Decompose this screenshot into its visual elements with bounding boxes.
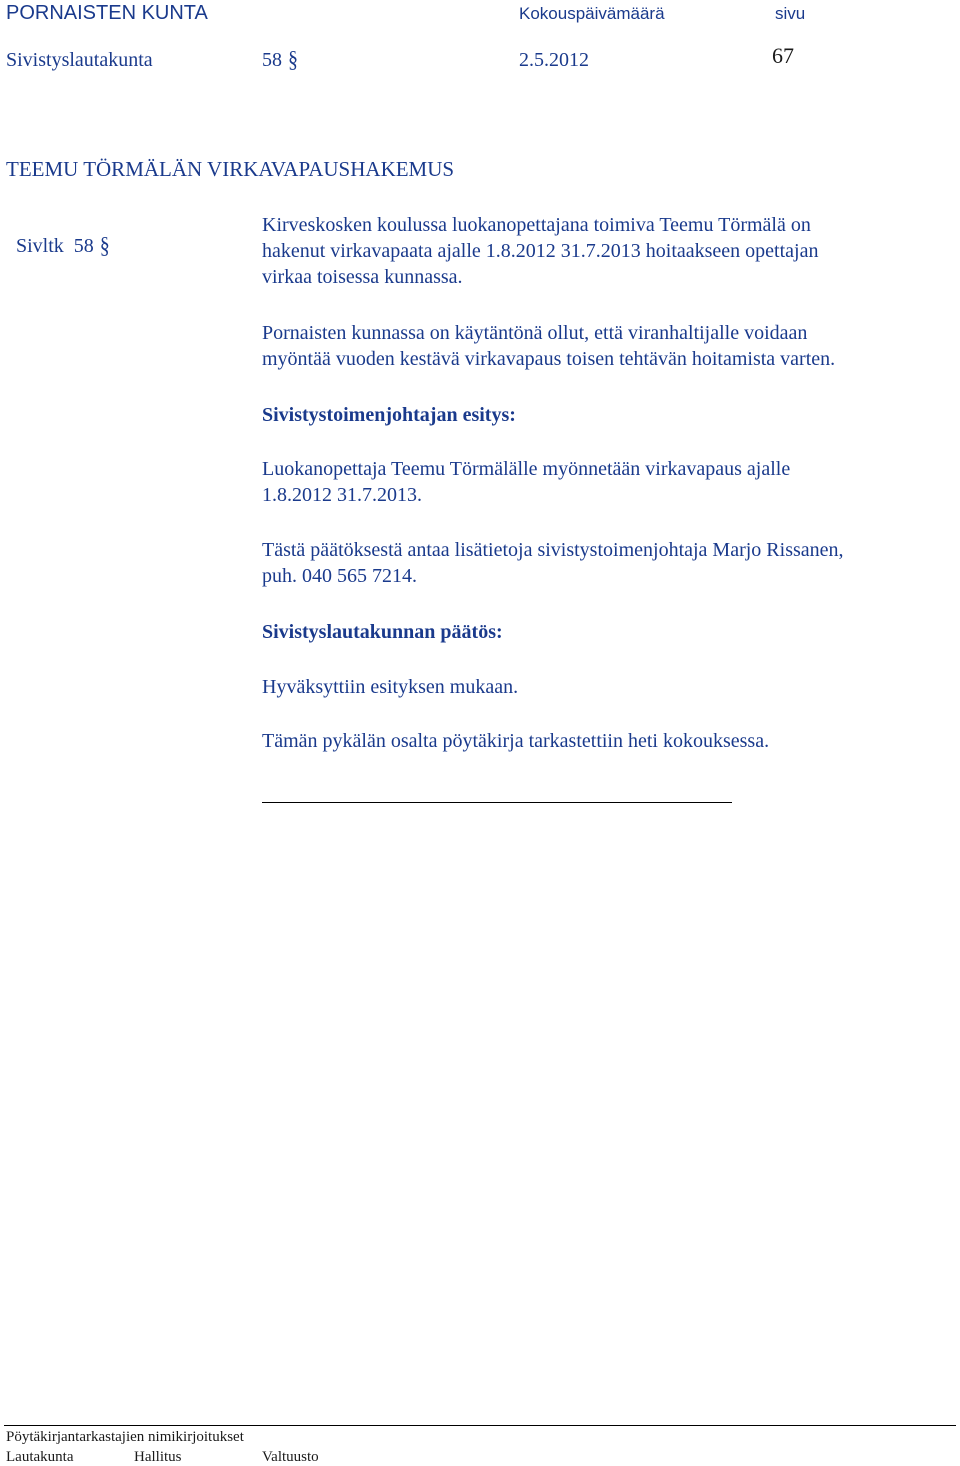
meeting-date: 2.5.2012 [519, 49, 589, 71]
proposal-paragraph [262, 456, 952, 508]
minutes-text: Tämän pykälän osalta pöytäkirja tarkastettiin heti kokouksessa. [262, 730, 770, 752]
item-label: Sivltk 58 [16, 235, 94, 257]
intro-line: virkaa toisessa kunnassa. [262, 266, 463, 288]
date-label: Kokouspäivämäärä [519, 4, 665, 23]
intro-paragraph [262, 212, 952, 290]
footer-hallitus: Hallitus [134, 1449, 182, 1465]
signatures-label: Pöytäkirjantarkastajien nimikirjoitukset [6, 1429, 244, 1445]
practice-line: myöntää vuoden kestävä virkavapaus toisen tehtävän hoitamista varten. [262, 348, 836, 370]
section-sign: § [288, 47, 298, 73]
info-paragraph [262, 537, 952, 589]
section-ref [262, 49, 298, 72]
footer-lautakunta: Lautakunta [6, 1449, 74, 1465]
proposal-heading: Sivistystoimenjohtajan esitys: [262, 404, 516, 426]
intro-line: hakenut virkavapaata ajalle 1.8.2012 31.7.2013 hoitaakseen opettajan [262, 240, 819, 262]
signature-divider [262, 802, 732, 803]
section-number: 58 [262, 49, 282, 71]
intro-line: Kirveskosken koulussa luokanopettajana toimiva Teemu Törmälä on [262, 214, 811, 236]
proposal-line: Luokanopettaja Teemu Törmälälle myönnetään virkavapaus ajalle [262, 458, 791, 480]
item-section-sign: § [99, 233, 110, 259]
footer-valtuusto: Valtuusto [262, 1449, 319, 1465]
info-line: Tästä päätöksestä antaa lisätietoja sivistystoimenjohtaja Marjo Rissanen, [262, 539, 844, 561]
practice-line: Pornaisten kunnassa on käytäntönä ollut, että viranhaltijalle voidaan [262, 322, 808, 344]
board-name: Sivistyslautakunta [6, 49, 153, 71]
organization-name: PORNAISTEN KUNTA [6, 2, 208, 24]
page-number: 67 [772, 43, 794, 68]
proposal-line: 1.8.2012 31.7.2013. [262, 484, 422, 506]
decision-text: Hyväksyttiin esityksen mukaan. [262, 676, 519, 698]
item-reference [6, 212, 110, 258]
footer-rule [4, 1425, 956, 1426]
decision-heading: Sivistyslautakunnan päätös: [262, 621, 503, 643]
document-title: TEEMU TÖRMÄLÄN VIRKAVAPAUSHAKEMUS [6, 157, 455, 181]
info-line: puh. 040 565 7214. [262, 565, 417, 587]
practice-paragraph [262, 320, 952, 372]
page-label: sivu [775, 4, 806, 23]
